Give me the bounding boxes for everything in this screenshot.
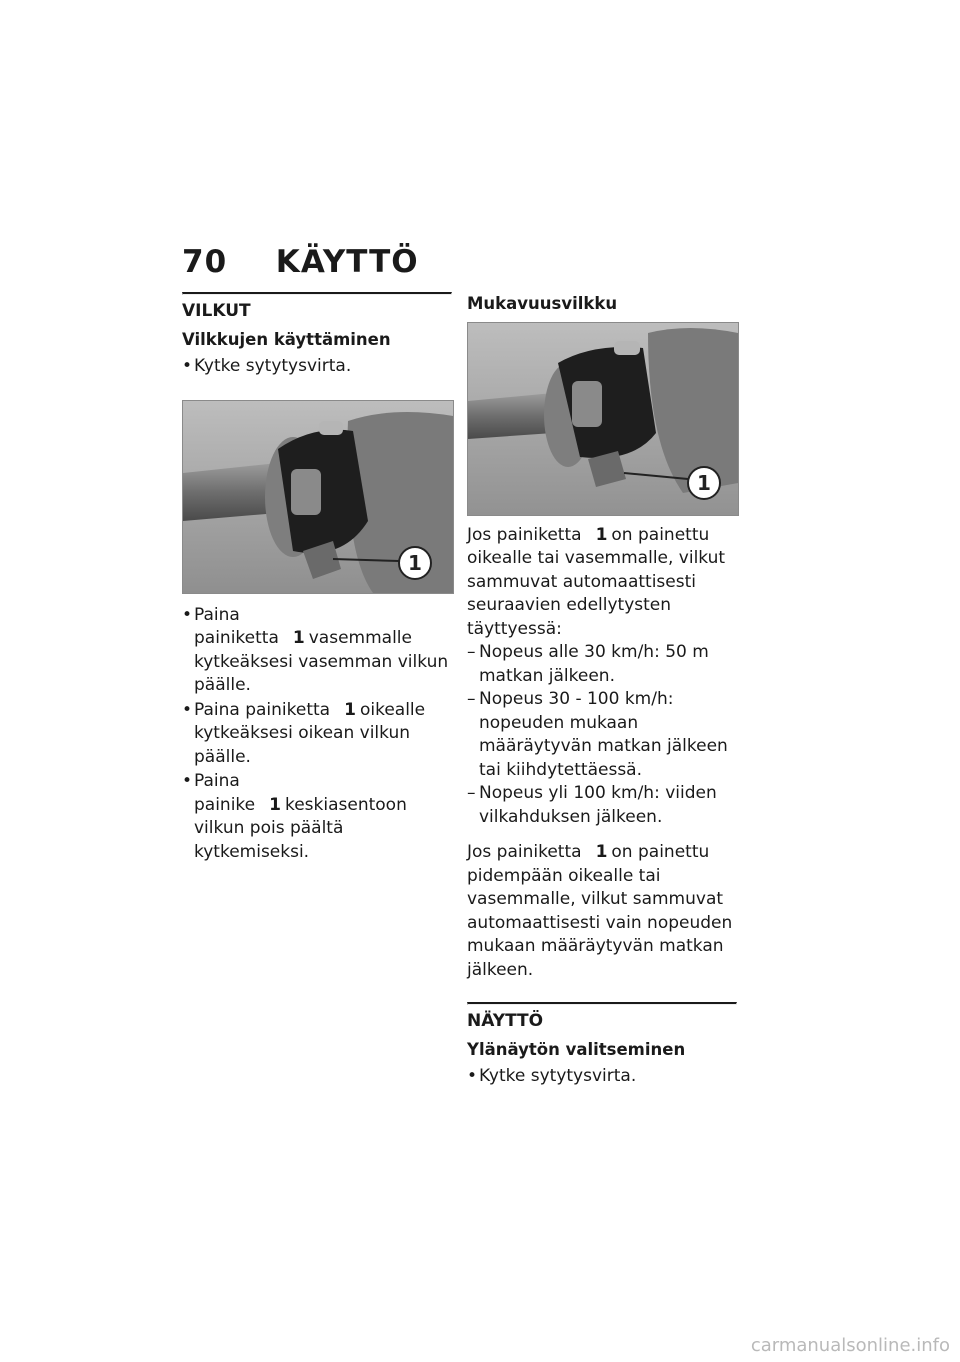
page-number: 70 bbox=[182, 244, 228, 280]
figure-callout-1: 1 bbox=[408, 550, 422, 575]
reference-number: 1 bbox=[595, 524, 608, 545]
section-title-vilkut: VILKUT bbox=[182, 301, 251, 321]
section-title-naytto: NÄYTTÖ bbox=[467, 1011, 544, 1031]
reference-number: 1 bbox=[595, 842, 608, 862]
step-item: • Paina painiketta 1 vasemmalle kytkeäksesi vasemman vilkun päälle. bbox=[182, 604, 452, 698]
steps-list bbox=[467, 1065, 737, 1089]
section-divider bbox=[467, 1002, 737, 1005]
reference-number: 1 bbox=[292, 628, 305, 648]
right-column bbox=[467, 292, 737, 1090]
page-header bbox=[182, 244, 419, 280]
subsection-title: Vilkkujen käyttäminen bbox=[182, 329, 391, 349]
subsection-title: Mukavuusvilkku bbox=[467, 294, 618, 313]
step-item: • Paina painike 1 keskiasentoon vilkun pois päältä kytkemiseksi. bbox=[182, 770, 452, 864]
condition-item: – Nopeus 30 - 100 km/h: nopeuden mukaan määräytyvän matkan jälkeen tai kiihdytettäessä. bbox=[467, 688, 737, 782]
reference-number: 1 bbox=[269, 794, 281, 815]
steps-list bbox=[182, 604, 452, 865]
subsection-title: Ylänäytön valitseminen bbox=[467, 1039, 686, 1059]
paragraph-comfort-indicator: Jos painiketta 1 on painettu oikealle tai vasemmalle, vilkut sammuvat automaattisesti seuraavien edellytysten täyttyessä: bbox=[467, 524, 726, 639]
condition-item: – Nopeus yli 100 km/h: viiden vilkahduksen jälkeen. bbox=[467, 782, 737, 829]
left-column bbox=[182, 292, 452, 865]
conditions-list bbox=[467, 641, 737, 829]
watermark: carmanualsonline.info bbox=[750, 1335, 950, 1356]
paragraph-long-press: Jos painiketta 1 on painettu pidempään oikealle tai vasemmalle, vilkut sammuvat automaattisesti vain nopeuden mukaan määräytyvän matkan jälkeen. bbox=[467, 842, 733, 980]
steps-list bbox=[182, 355, 452, 379]
chapter-title: KÄYTTÖ bbox=[275, 244, 419, 280]
step-item: • Kytke sytytysvirta. bbox=[467, 1065, 737, 1089]
step-item: • Kytke sytytysvirta. bbox=[182, 355, 452, 379]
handlebar-switch-illustration bbox=[468, 323, 738, 515]
figure-callout-1: 1 bbox=[697, 470, 711, 495]
handlebar-switch-figure bbox=[467, 322, 739, 516]
reference-number: 1 bbox=[344, 699, 356, 720]
condition-item: – Nopeus alle 30 km/h: 50 m matkan jälkeen. bbox=[467, 641, 737, 688]
section-divider bbox=[182, 292, 452, 295]
step-item: • Paina painiketta 1 oikealle kytkeäksesi oikean vilkun päälle. bbox=[182, 699, 452, 770]
handlebar-switch-illustration bbox=[183, 401, 453, 593]
handlebar-switch-figure bbox=[182, 400, 454, 594]
